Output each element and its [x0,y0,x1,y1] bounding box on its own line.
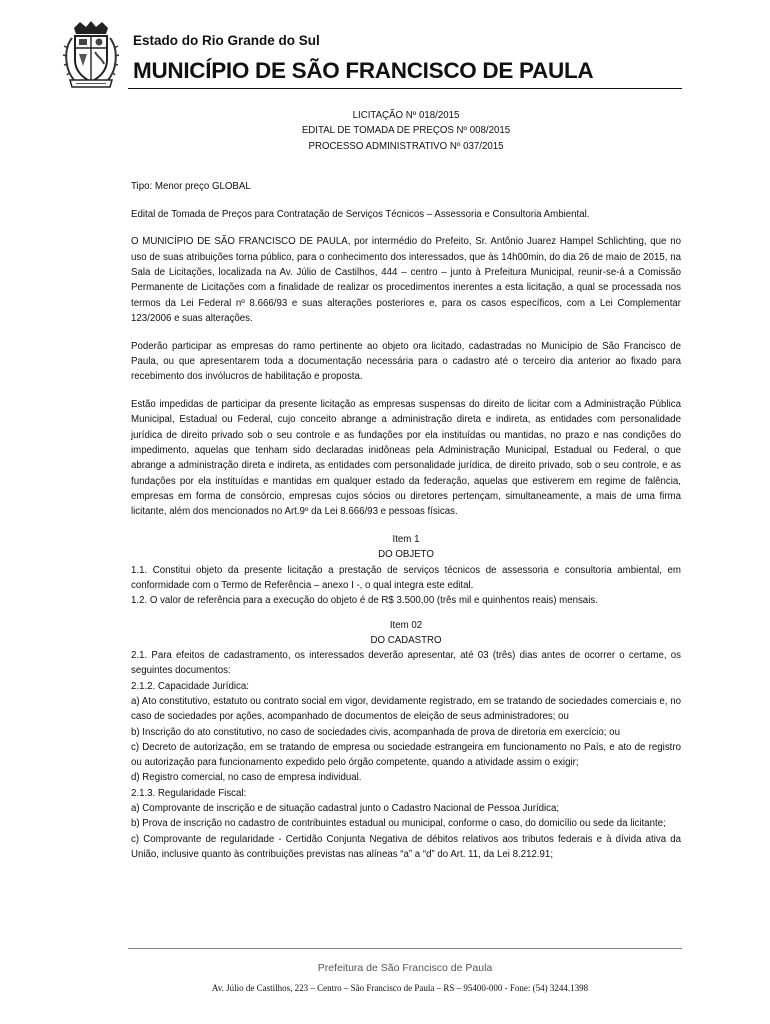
item1-1: 1.1. Constitui objeto da presente licitação a prestação de serviços técnicos de assessoria e consultoria ambiental, em conformidade com o Termo de Referência – anexo I -, o qual integra este edital. [131,564,681,591]
capacidade-c: c) Decreto de autorização, em se tratando de empresa ou sociedade estrangeira em funcionamento no País, e ato de registro ou autorização para funcionamento expedido pelo órgão competente, quando a atividade assim o exigir; [131,741,681,769]
capacidade-b: b) Inscrição do ato constitutivo, no caso de sociedades civis, acompanhada de prova de diretoria em exercício; ou [131,726,620,738]
edital-line: Edital de Tomada de Preços para Contratação de Serviços Técnicos – Assessoria e Consultoria Ambiental. [131,208,590,220]
state-name: Estado do Rio Grande do Sul [133,33,320,48]
edital-ref: EDITAL DE TOMADA DE PREÇOS Nº 008/2015 [301,125,511,137]
paragraph-participation: Poderão participar as empresas do ramo pertinente ao objeto ora licitado, cadastradas no Município de São Francisco de Paula, ou que apresentarem toda a documentação necessária para o cadastro até o terceiro dia anterior ao fixado para recebimento dos invólucros de habilitação e proposta. [131,340,681,383]
item2-1-2-heading: 2.1.2. Capacidade Jurídica: [131,680,249,692]
item2-1: 2.1. Para efeitos de cadastramento, os interessados deverão apresentar, até 03 (três) dias antes de ocorrer o certame, os seguintes documentos: [131,650,681,677]
footer-prefeitura: Prefeitura de São Francisco de Paula [317,962,493,974]
municipal-crest-logo [60,18,122,90]
processo-ref: PROCESSO ADMINISTRATIVO Nº 037/2015 [308,140,504,152]
regularidade-a: a) Comprovante de inscrição e de situação cadastral junto o Cadastro Nacional de Pessoa Jurídica; [131,803,560,815]
item1-title: DO OBJETO [378,549,434,561]
item2-number: Item 02 [389,619,423,631]
item1-2: 1.2. O valor de referência para a execução do objeto é de R$ 3.500,00 (três mil e quinhentos reais) mensais. [131,595,598,607]
footer-divider [128,948,682,949]
paragraph-impediments: Estão impedidas de participar da presente licitação as empresas suspensas do direito de licitar com a Administração Pública Municipal, Estadual ou Federal, cujo conceito abrange a administração direta e indireta, as entidades com personalidade jurídica de direito privado sob o seu controle e as fundações por ela instituídas ou mantidas, no prazo e nas condições do impedimento, aquelas que tenham sido declaradas inidôneas pela Administração Municipal, Estadual ou Federal, o que abrange a administração direta e indireta, as entidades com personalidade jurídica, de direito privado, sob o seu controle, e as fundações por ela instituídas e mantidas em qualquer estado da federação, aquelas que estiverem em regime de falência, empresas em forma de consórcio, empresas cujos sócios ou diretores pertençam, simultaneamente, a mais de uma firma licitante, além dos mencionados no Art.9º da Lei 8.666/93 e pessoas físicas. [131,399,681,518]
municipality-title: MUNICÍPIO DE SÃO FRANCISCO DE PAULA [133,58,594,83]
regularidade-b: b) Prova de inscrição no cadastro de contribuintes estadual ou municipal, conforme o caso, do domicílio ou sede da licitante; [131,818,666,830]
tipo-line: Tipo: Menor preço GLOBAL [131,180,251,192]
item2-title: DO CADASTRO [370,634,442,646]
capacidade-d: d) Registro comercial, no caso de empresa individual. [131,772,362,784]
header-divider [128,88,682,89]
item2-1-3-heading: 2.1.3. Regularidade Fiscal: [131,787,247,799]
licitacao-ref: LICITAÇÃO Nº 018/2015 [352,110,460,121]
document-body [131,108,681,862]
footer-address: Av. Júlio de Castilhos, 223 – Centro – São Francisco de Paula – RS – 95400-000 - Fone: (54) 3244.1398 [211,983,589,993]
capacidade-a: a) Ato constitutivo, estatuto ou contrato social em vigor, devidamente registrado, em se tratando de sociedades comerciais e, no caso de sociedades por ações, acompanhado de documentos de eleição de seus administradores; ou [131,696,681,723]
paragraph-intro: O MUNICÍPIO DE SÃO FRANCISCO DE PAULA, por intermédio do Prefeito, Sr. Antônio Juarez Hampel Schlichting, que no uso de suas atribuições torna público, para o conhecimento dos interessados, que às 14h00min, do dia 26 de maio de 2015, na Sala de Licitações, localizada na Av. Júlio de Castilhos, 444 – centro – junto à Prefeitura Municipal, reunir-se-á a Comissão Permanente de Licitações com a finalidade de realizar os procedimentos inerentes a esta licitação, a qual se processada nos termos da Lei Federal nº 8.666/93 e suas alterações posteriores e, para os casos específicos, com a Lei Complementar 123/2006 e suas alterações. [131,236,681,324]
regularidade-c: c) Comprovante de regularidade - Certidão Conjunta Negativa de débitos relativos aos tributos federais e à dívida ativa da União, inclusive quanto às contribuições previstas nas alíneas “a” a “d” do Art. 11, da Lei 8.212.91; [131,833,681,860]
item1-number: Item 1 [392,534,420,546]
